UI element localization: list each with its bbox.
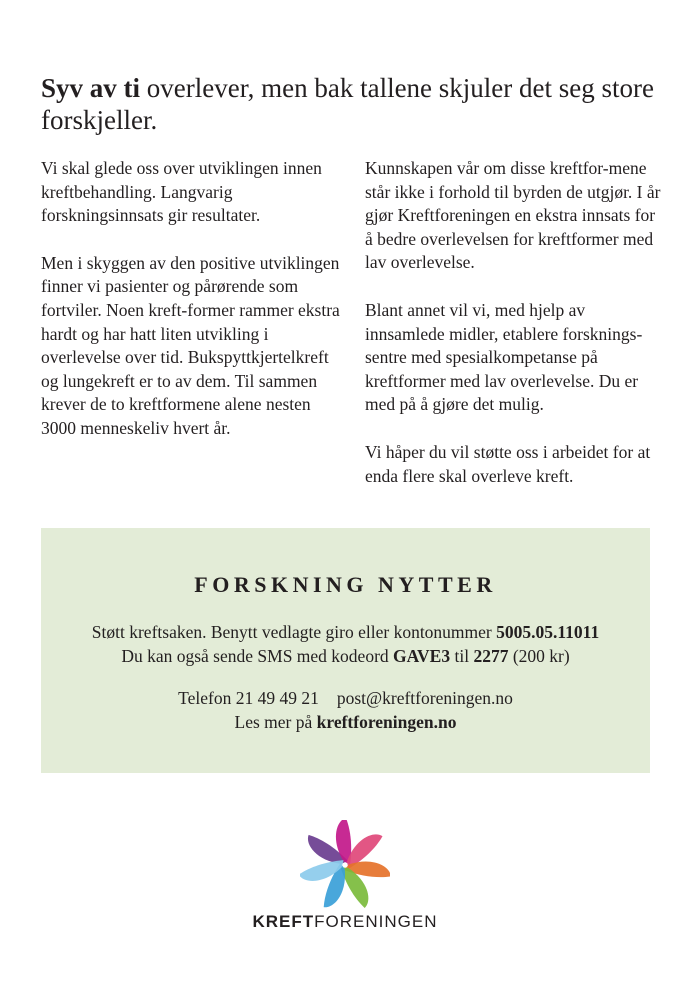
- sms-mid: til: [450, 646, 474, 666]
- sms-number: 2277: [473, 646, 509, 666]
- contact-line: [41, 686, 650, 710]
- donation-instructions: [41, 620, 650, 668]
- website-text: Les mer på: [234, 712, 317, 732]
- headline-bold: Syv av ti: [41, 73, 141, 103]
- phone-number[interactable]: Telefon 21 49 49 21: [178, 688, 319, 708]
- website-link[interactable]: kreftforeningen.no: [316, 712, 457, 732]
- brand-regular: FORENINGEN: [314, 912, 438, 931]
- pinwheel-logo-icon: [300, 820, 390, 910]
- paragraph: Men i skyggen av den positive utviklingen finner vi pasienter og pårørende som fortviler. Noen kreft-former rammer ekstra hardt og har hatt liten utvikling i overlevelse over tid. Bukspyttkjertelkreft og lungekreft er to av dem. Til sammen krever de to kreftformene alene nesten 3000 menneskeliv hvert år.: [41, 252, 340, 438]
- headline-rest: overlever, men bak tallene skjuler det seg store forskjeller.: [41, 73, 654, 135]
- sms-code: GAVE3: [393, 646, 451, 666]
- paragraph: Kunnskapen vår om disse kreftfor-mene står ikke i forhold til byrden de utgjør. I år gjør Kreftforeningen en ekstra innsats for å bedre overlevelsen for kreftformer med lav overlevelse.: [365, 158, 661, 273]
- account-number: 5005.05.11011: [496, 622, 600, 642]
- left-column: [41, 157, 341, 465]
- sms-line: [41, 644, 650, 668]
- headline: [41, 72, 661, 136]
- sms-text: Du kan også sende SMS med kodeord: [121, 646, 394, 666]
- paragraph: Blant annet vil vi, med hjelp av innsamlede midler, etablere forsknings-sentre med spesialkompetanse på kreftformer med lav overlevelse. Du er med på å gjøre det mulig.: [365, 299, 643, 415]
- right-column: [365, 157, 665, 512]
- donation-box: [41, 528, 650, 773]
- box-title: FORSKNING NYTTER: [194, 572, 497, 597]
- website-line: [41, 710, 650, 734]
- giro-line: [41, 620, 650, 644]
- brand-bold: KREFT: [252, 912, 315, 931]
- paragraph: Vi skal glede oss over utviklingen innen kreftbehandling. Langvarig forskningsinnsats gir resultater.: [41, 158, 322, 226]
- paragraph: Vi håper du vil støtte oss i arbeidet for at enda flere skal overleve kreft.: [365, 441, 651, 486]
- brand-wordmark: [0, 912, 690, 932]
- giro-text: Støtt kreftsaken. Benytt vedlagte giro eller kontonummer: [91, 622, 497, 642]
- contact-info: [41, 686, 650, 734]
- email-link[interactable]: post@kreftforeningen.no: [336, 688, 513, 708]
- sms-amount: (200 kr): [508, 646, 570, 666]
